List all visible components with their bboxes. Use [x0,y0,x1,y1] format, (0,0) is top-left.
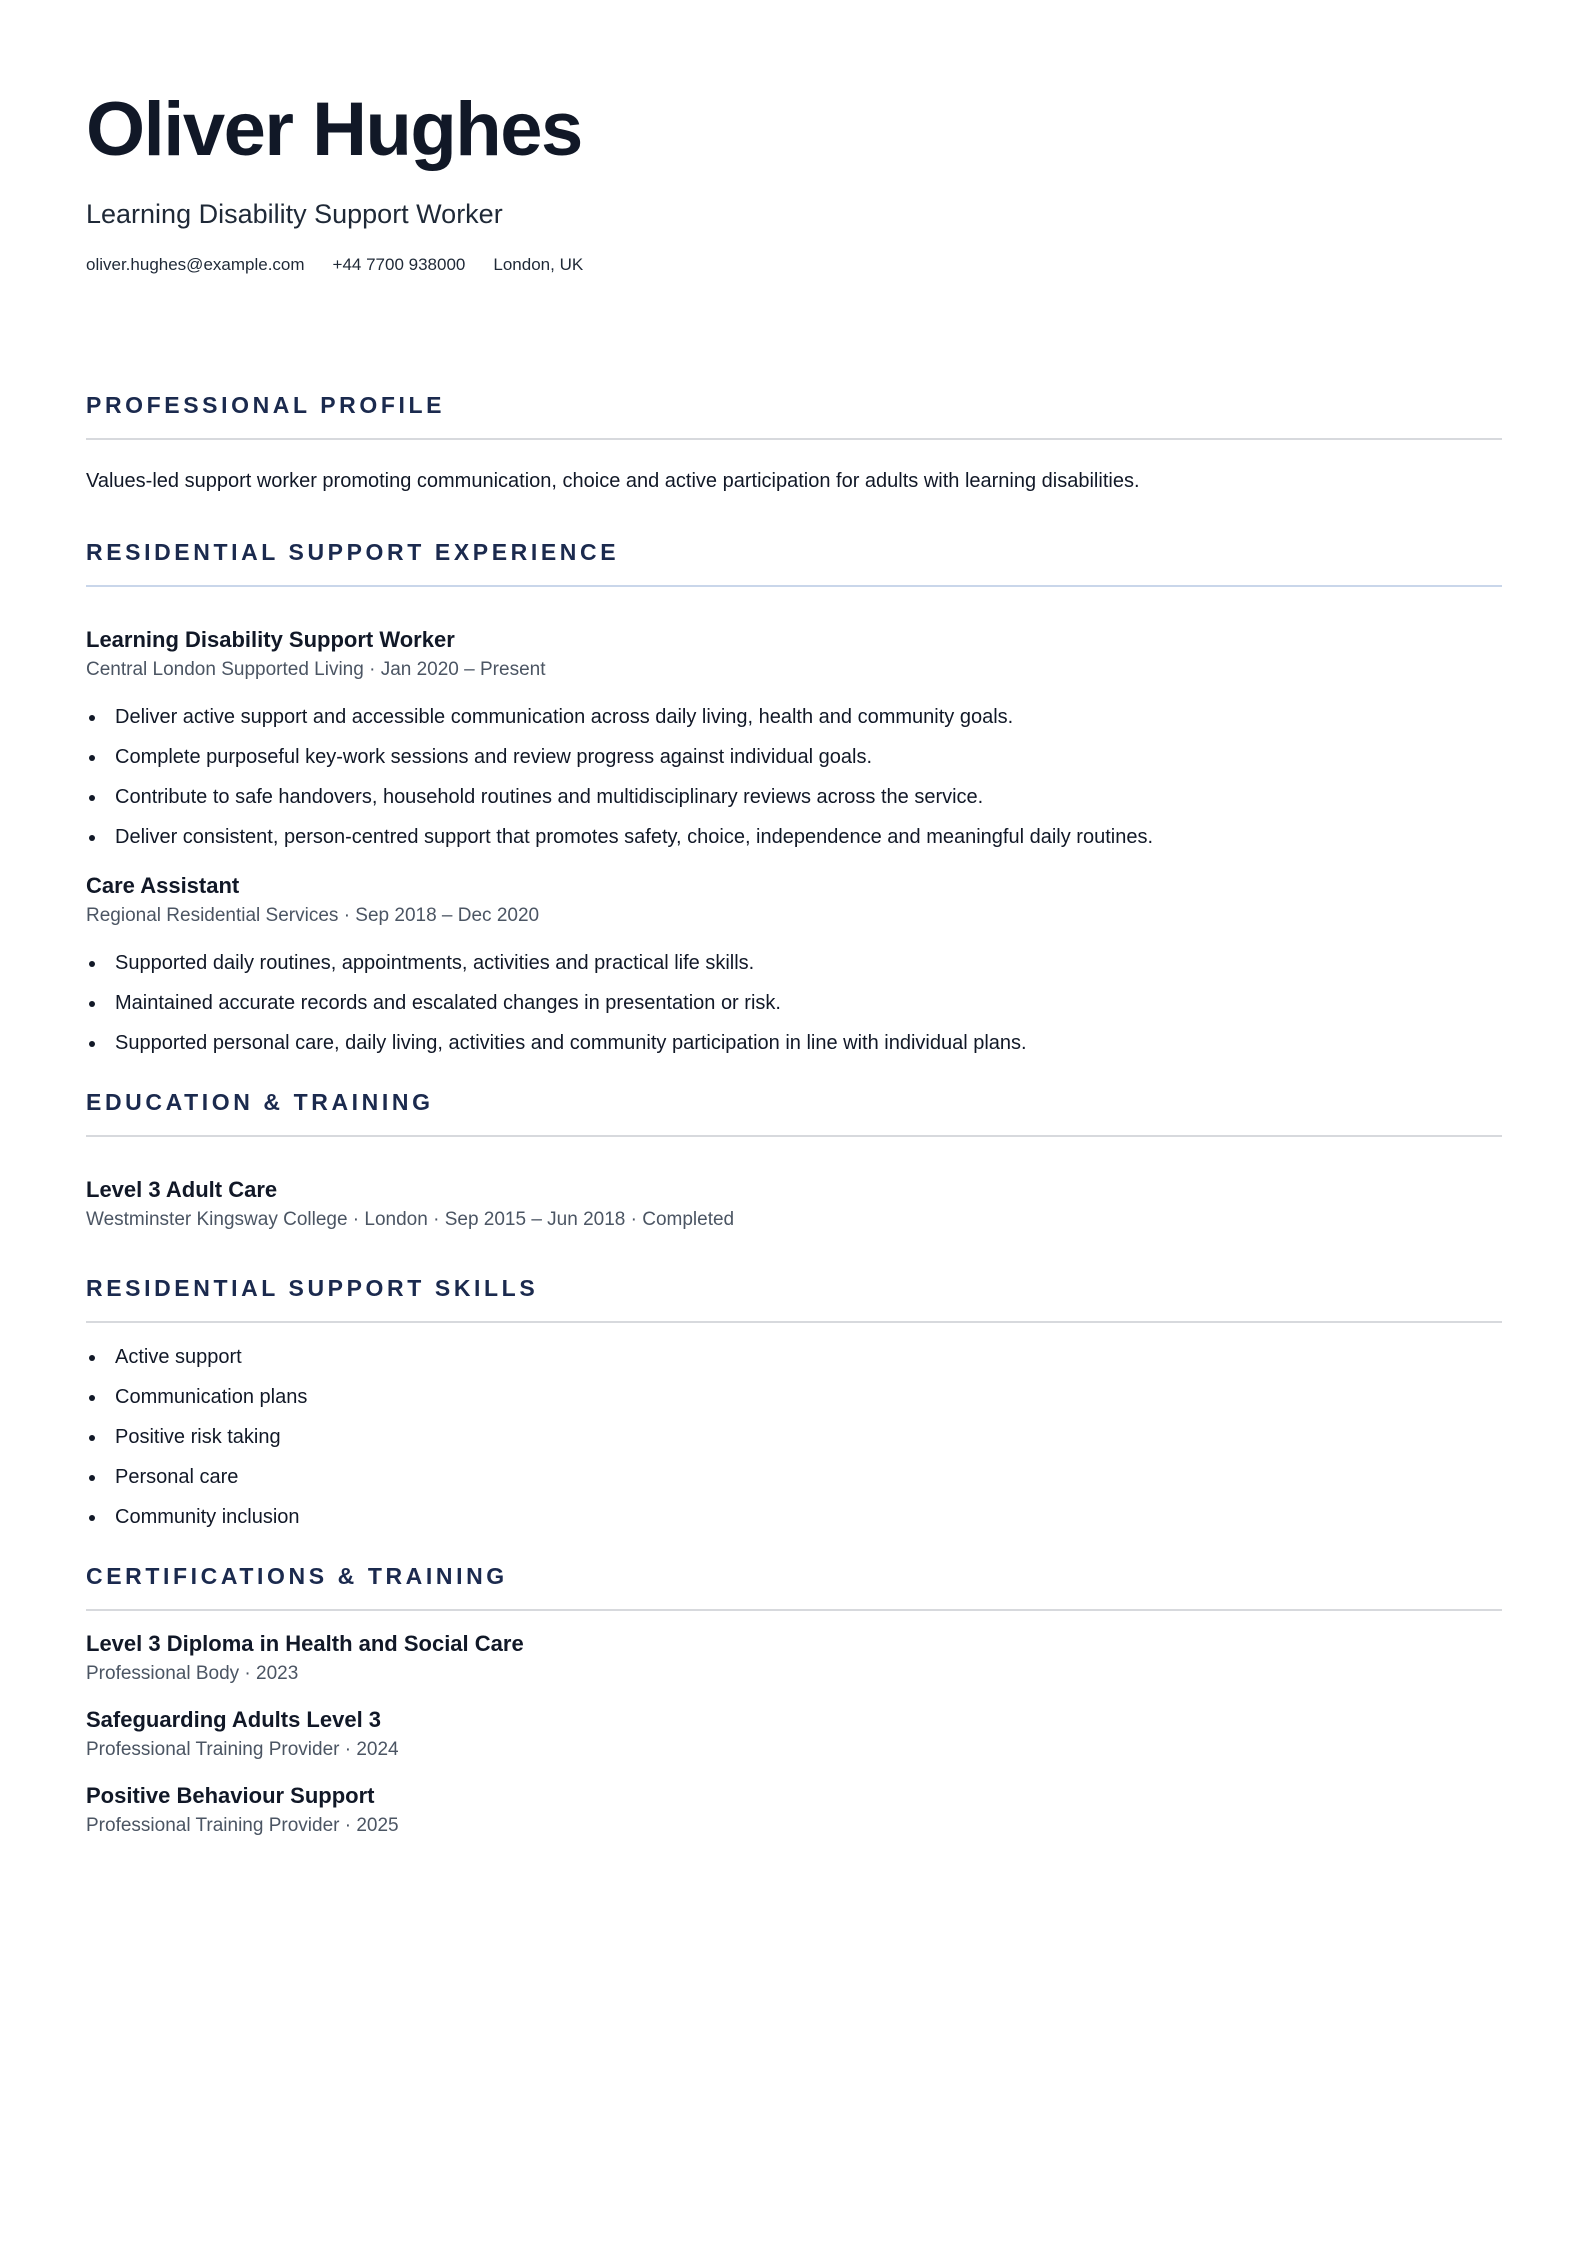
certification-meta: Professional Body · 2023 [86,1663,299,1684]
section-heading: CERTIFICATIONS & TRAINING [86,1563,508,1589]
section-divider [86,1135,1502,1137]
certification-title: Positive Behaviour Support [86,1783,375,1808]
certification-entry [86,1705,1502,1763]
education-title: Level 3 Adult Care [86,1177,278,1202]
section-divider [86,585,1502,587]
job-bullets [86,949,1502,1057]
skill-item: Personal care [86,1463,1502,1491]
section-heading: RESIDENTIAL SUPPORT EXPERIENCE [86,539,620,565]
bullet-item: Supported personal care, daily living, activities and community participation in line with individual plans. [86,1029,1502,1057]
certification-entry [86,1781,1502,1839]
skill-item: Active support [86,1343,1502,1371]
section-heading: PROFESSIONAL PROFILE [86,392,446,418]
education-meta: Westminster Kingsway College · London · Sep 2015 – Jun 2018 · Completed [86,1209,735,1230]
education-section [86,1087,1502,1233]
contact-phone[interactable]: +44 7700 938000 [332,255,466,274]
bullet-item: Contribute to safe handovers, household routines and multidisciplinary reviews across the service. [86,783,1502,811]
section-heading: EDUCATION & TRAINING [86,1089,434,1115]
job-entry [86,871,1502,1057]
certification-title: Safeguarding Adults Level 3 [86,1707,382,1732]
education-entry [86,1175,1502,1233]
section-divider [86,438,1502,440]
bullet-item: Supported daily routines, appointments, activities and practical life skills. [86,949,1502,977]
resume-header [86,0,1502,276]
bullet-item: Maintained accurate records and escalated changes in presentation or risk. [86,989,1502,1017]
section-divider [86,1321,1502,1323]
profile-summary: Values-led support worker promoting communication, choice and active participation for adults with learning disabilities. [86,470,1140,492]
contact-row [86,254,1502,276]
contact-email[interactable]: oliver.hughes@example.com [86,255,305,274]
certification-meta: Professional Training Provider · 2024 [86,1739,399,1760]
section-divider [86,1609,1502,1611]
skill-item: Positive risk taking [86,1423,1502,1451]
certification-title: Level 3 Diploma in Health and Social Care [86,1631,524,1656]
experience-section [86,537,1502,1057]
job-meta: Regional Residential Services · Sep 2018 – Dec 2020 [86,905,540,926]
candidate-name: Oliver Hughes [86,87,582,172]
bullet-item: Deliver consistent, person-centred support that promotes safety, choice, independence and meaningful daily routines. [86,823,1502,851]
certification-meta: Professional Training Provider · 2025 [86,1815,399,1836]
skill-item: Community inclusion [86,1503,1502,1531]
job-title: Care Assistant [86,873,240,898]
certification-entry [86,1629,1502,1687]
job-entry [86,625,1502,851]
bullet-item: Complete purposeful key-work sessions and review progress against individual goals. [86,743,1502,771]
certifications-section [86,1561,1502,1839]
skills-section [86,1273,1502,1531]
candidate-title: Learning Disability Support Worker [86,199,503,229]
job-title: Learning Disability Support Worker [86,627,455,652]
job-bullets [86,703,1502,851]
profile-section [86,390,1502,495]
section-heading: RESIDENTIAL SUPPORT SKILLS [86,1275,539,1301]
skills-list [86,1343,1502,1531]
skill-item: Communication plans [86,1383,1502,1411]
contact-location: London, UK [493,255,584,274]
bullet-item: Deliver active support and accessible communication across daily living, health and community goals. [86,703,1502,731]
job-meta: Central London Supported Living · Jan 2020 – Present [86,659,546,680]
